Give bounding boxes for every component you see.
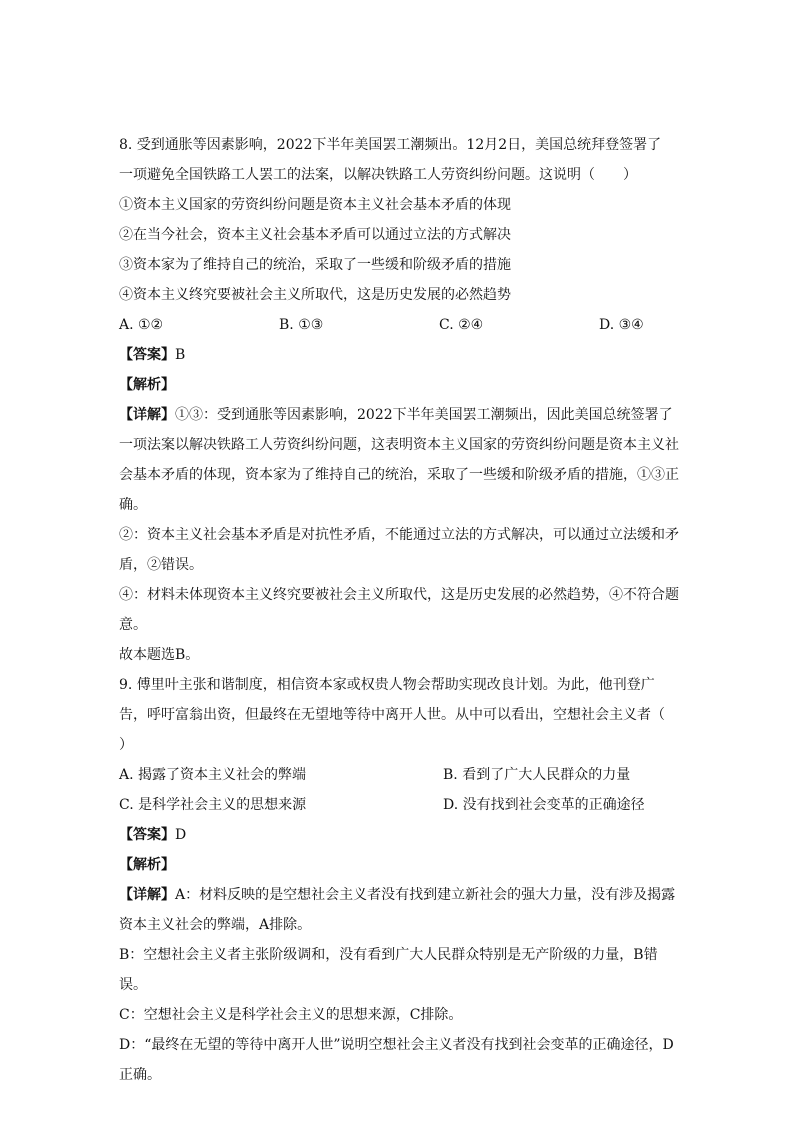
q9-detail-c: C：空想社会主义是科学社会主义的思想来源，C排除。 bbox=[119, 1007, 463, 1023]
q8-item-4: ④资本主义终究要被社会主义所取代，这是历史发展的必然趋势 bbox=[119, 287, 511, 303]
q9-analysis-tag: 【解析】 bbox=[119, 857, 175, 873]
q9-detail-a bbox=[119, 880, 679, 940]
q8-conclusion: 故本题选B。 bbox=[119, 647, 200, 663]
q8-option-c: C. ②④ bbox=[439, 317, 484, 333]
q9-option-d: D. 没有找到社会变革的正确途径 bbox=[443, 797, 645, 813]
q8-answer-value: B bbox=[175, 347, 186, 363]
q8-options bbox=[119, 310, 679, 340]
q8-option-a: A. ①② bbox=[119, 317, 164, 333]
q9-option-c: C. 是科学社会主义的思想来源 bbox=[119, 797, 307, 813]
q9-option-a: A. 揭露了资本主义社会的弊端 bbox=[119, 767, 307, 783]
q9-detail-d: D：“最终在无望的等待中离开人世”说明空想社会主义者没有找到社会变革的正确途径，D正确。 bbox=[119, 1037, 674, 1083]
q8-analysis-tag: 【解析】 bbox=[119, 377, 175, 393]
q9-options-row2 bbox=[119, 790, 679, 820]
q8-stem-line1: 8. 受到通胀等因素影响，2022下半年美国罢工潮频出。12月2日，美国总统拜登签署了 bbox=[119, 137, 662, 153]
q8-option-d: D. ③④ bbox=[599, 317, 644, 333]
q9-option-b: B. 看到了广大人民群众的力量 bbox=[443, 767, 631, 783]
question-9 bbox=[119, 670, 693, 1090]
q9-answer bbox=[119, 820, 679, 850]
q9-answer-tag: 【答案】 bbox=[119, 827, 175, 843]
q9-detail-tag: 【详解】 bbox=[119, 887, 175, 903]
q9-detail-b: B：空想社会主义者主张阶级调和，没有看到广大人民群众特别是无产阶级的力量，B错误。 bbox=[119, 947, 658, 993]
q9-detail-a-text: A：材料反映的是空想社会主义者没有找到建立新社会的强大力量，没有涉及揭露资本主义社会的弊端，A排除。 bbox=[119, 887, 676, 933]
q8-detail-1-text: ①③：受到通胀等因素影响，2022下半年美国罢工潮频出，因此美国总统签署了一项法案以解决铁路工人劳资纠纷问题，这表明资本主义国家的劳资纠纷问题是资本主义社会基本矛盾的体现，资本家为了维持自己的统治，采取了一些缓和阶级矛盾的措施，①③正确。 bbox=[119, 407, 679, 513]
q8-answer-tag: 【答案】 bbox=[119, 347, 175, 363]
q8-detail-2: ②：资本主义社会基本矛盾是对抗性矛盾，不能通过立法的方式解决，可以通过立法缓和矛盾，②错误。 bbox=[119, 527, 679, 573]
document-content bbox=[119, 130, 693, 1090]
q8-detail-tag: 【详解】 bbox=[119, 407, 175, 423]
q8-stem-line2: 一项避免全国铁路工人罢工的法案，以解决铁路工人劳资纠纷问题。这说明（ ） bbox=[119, 167, 637, 183]
q9-answer-value: D bbox=[175, 827, 187, 843]
q8-item-1: ①资本主义国家的劳资纠纷问题是资本主义社会基本矛盾的体现 bbox=[119, 197, 511, 213]
q8-answer bbox=[119, 340, 679, 370]
q8-option-b: B. ①③ bbox=[279, 317, 324, 333]
q8-detail-3: ④：材料未体现资本主义终究要被社会主义所取代，这是历史发展的必然趋势，④不符合题意。 bbox=[119, 587, 679, 633]
q8-item-2: ②在当今社会，资本主义社会基本矛盾可以通过立法的方式解决 bbox=[119, 227, 511, 243]
q9-options-row1 bbox=[119, 760, 679, 790]
q9-stem: 9. 傅里叶主张和谐制度，相信资本家或权贵人物会帮助实现改良计划。为此，他刊登广告，呼吁富翁出资，但最终在无望地等待中离开人世。从中可以看出，空想社会主义者（ ） bbox=[119, 677, 693, 753]
q8-detail-1 bbox=[119, 400, 679, 520]
question-8 bbox=[119, 130, 679, 670]
q8-item-3: ③资本家为了维持自己的统治，采取了一些缓和阶级矛盾的措施 bbox=[119, 257, 511, 273]
